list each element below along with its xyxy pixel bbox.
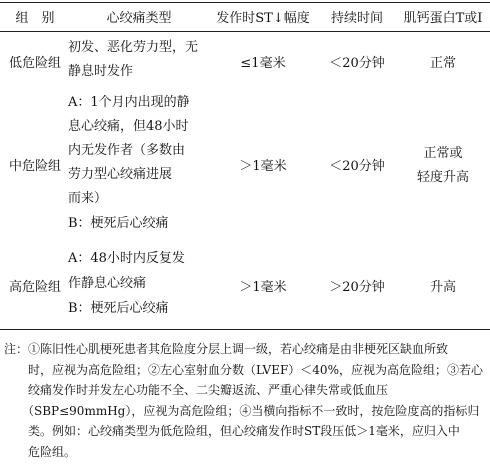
row-type-line: 息心绞痛，但48小时	[68, 119, 189, 134]
row-type-line: 静息时发作	[68, 64, 134, 79]
row-troponin-line: 轻度升高	[416, 170, 469, 185]
row-type-line: B：梗死后心绞痛	[68, 301, 169, 316]
footnote-line: 绞痛发作时并发左心功能不全、二尖瓣返流、严重心律失常或低血压	[4, 383, 389, 397]
footnote-line: 危险组。	[4, 444, 77, 459]
row-type-line: 劳力型心绞痛进展	[68, 167, 173, 182]
row-group: 中危险组	[8, 158, 61, 174]
row-troponin: 升高	[429, 279, 456, 295]
footnote-line: 注：①陈旧性心肌梗死患者其危险度分层上调一级，若心绞痛是由非梗死区缺血所致	[4, 342, 449, 356]
row-st: ≤1毫米	[240, 55, 286, 71]
row-st: ＞1毫米	[239, 158, 287, 174]
row-type-line: 作静息心绞痛	[68, 276, 147, 291]
row-type-line: B：梗死后心绞痛	[68, 216, 169, 231]
footnote-line: 时，应视为高危险组；②左心室射血分数（LVEF）＜40%，应视为高危险组；③若心	[4, 362, 483, 377]
row-duration: ＞20分钟	[329, 279, 385, 295]
footnote-line: 类。例如：心绞痛类型为低危险组，但心绞痛发作时ST段压低＞1毫米，应归入中	[4, 424, 460, 438]
row-type-line: 而来）	[68, 191, 108, 206]
row-group: 低危险组	[8, 55, 61, 71]
table-bottom-rule	[0, 329, 490, 330]
row-type-line: 初发、恶化劳力型，无	[68, 40, 199, 55]
header-duration: 持续时间	[330, 11, 383, 26]
row-troponin: 正常	[429, 55, 456, 71]
row-st: ＞1毫米	[239, 279, 287, 295]
header-bottom-rule	[0, 31, 490, 32]
header-group: 组 别	[15, 11, 55, 26]
row-type-line: A：48小时内反复发	[68, 251, 185, 266]
header-st-depression: 发作时ST↓幅度	[216, 11, 310, 26]
table-footnote	[4, 339, 488, 462]
row-type-line: A：1个月内出现的静	[68, 95, 190, 110]
footnote-line: （SBP≤90mmHg），应视为高危险组；④当横向指标不一致时，按危险度高的指标归	[4, 403, 480, 418]
row-duration: ＜20分钟	[329, 158, 385, 174]
row-type-line: 内无发作者（多数由	[68, 143, 186, 158]
header-angina-type: 心绞痛类型	[106, 11, 172, 26]
row-group: 高危险组	[8, 279, 61, 295]
row-duration: ＜20分钟	[329, 55, 385, 71]
header-troponin: 肌钙蛋白T或I	[403, 11, 483, 26]
row-troponin-line: 正常或	[423, 146, 463, 161]
